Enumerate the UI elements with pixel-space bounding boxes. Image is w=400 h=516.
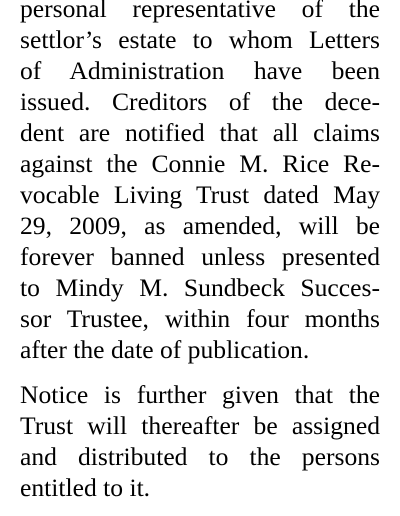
text-line: of Administration have been (20, 56, 380, 85)
text-line: 29, 2009, as amended, will be (20, 211, 380, 240)
text-line: issued. Creditors of the dece- (20, 87, 380, 116)
text-line: sor Trustee, within four months (20, 304, 380, 333)
text-line: personal representative of the (20, 0, 380, 23)
text-line: after the date of publication. (20, 335, 310, 364)
text-line: Trust will thereafter be assigned (20, 411, 380, 440)
text-line: to Mindy M. Sundbeck Succes- (20, 273, 380, 302)
text-line: vocable Living Trust dated May (20, 180, 380, 209)
text-line: settlor’s estate to whom Letters (20, 25, 380, 54)
text-line: Notice is further given that the (20, 380, 380, 409)
text-line: entitled to it. (20, 473, 151, 502)
text-line: forever banned unless presented (20, 242, 380, 271)
text-line: dent are notified that all claims (20, 118, 380, 147)
text-line: and distributed to the persons (20, 442, 380, 471)
paragraph-spacer (20, 365, 380, 379)
paragraph-1 (20, 0, 380, 365)
text-line: against the Connie M. Rice Re- (20, 149, 380, 178)
paragraph-2 (20, 379, 380, 503)
legal-notice-text (20, 0, 380, 503)
